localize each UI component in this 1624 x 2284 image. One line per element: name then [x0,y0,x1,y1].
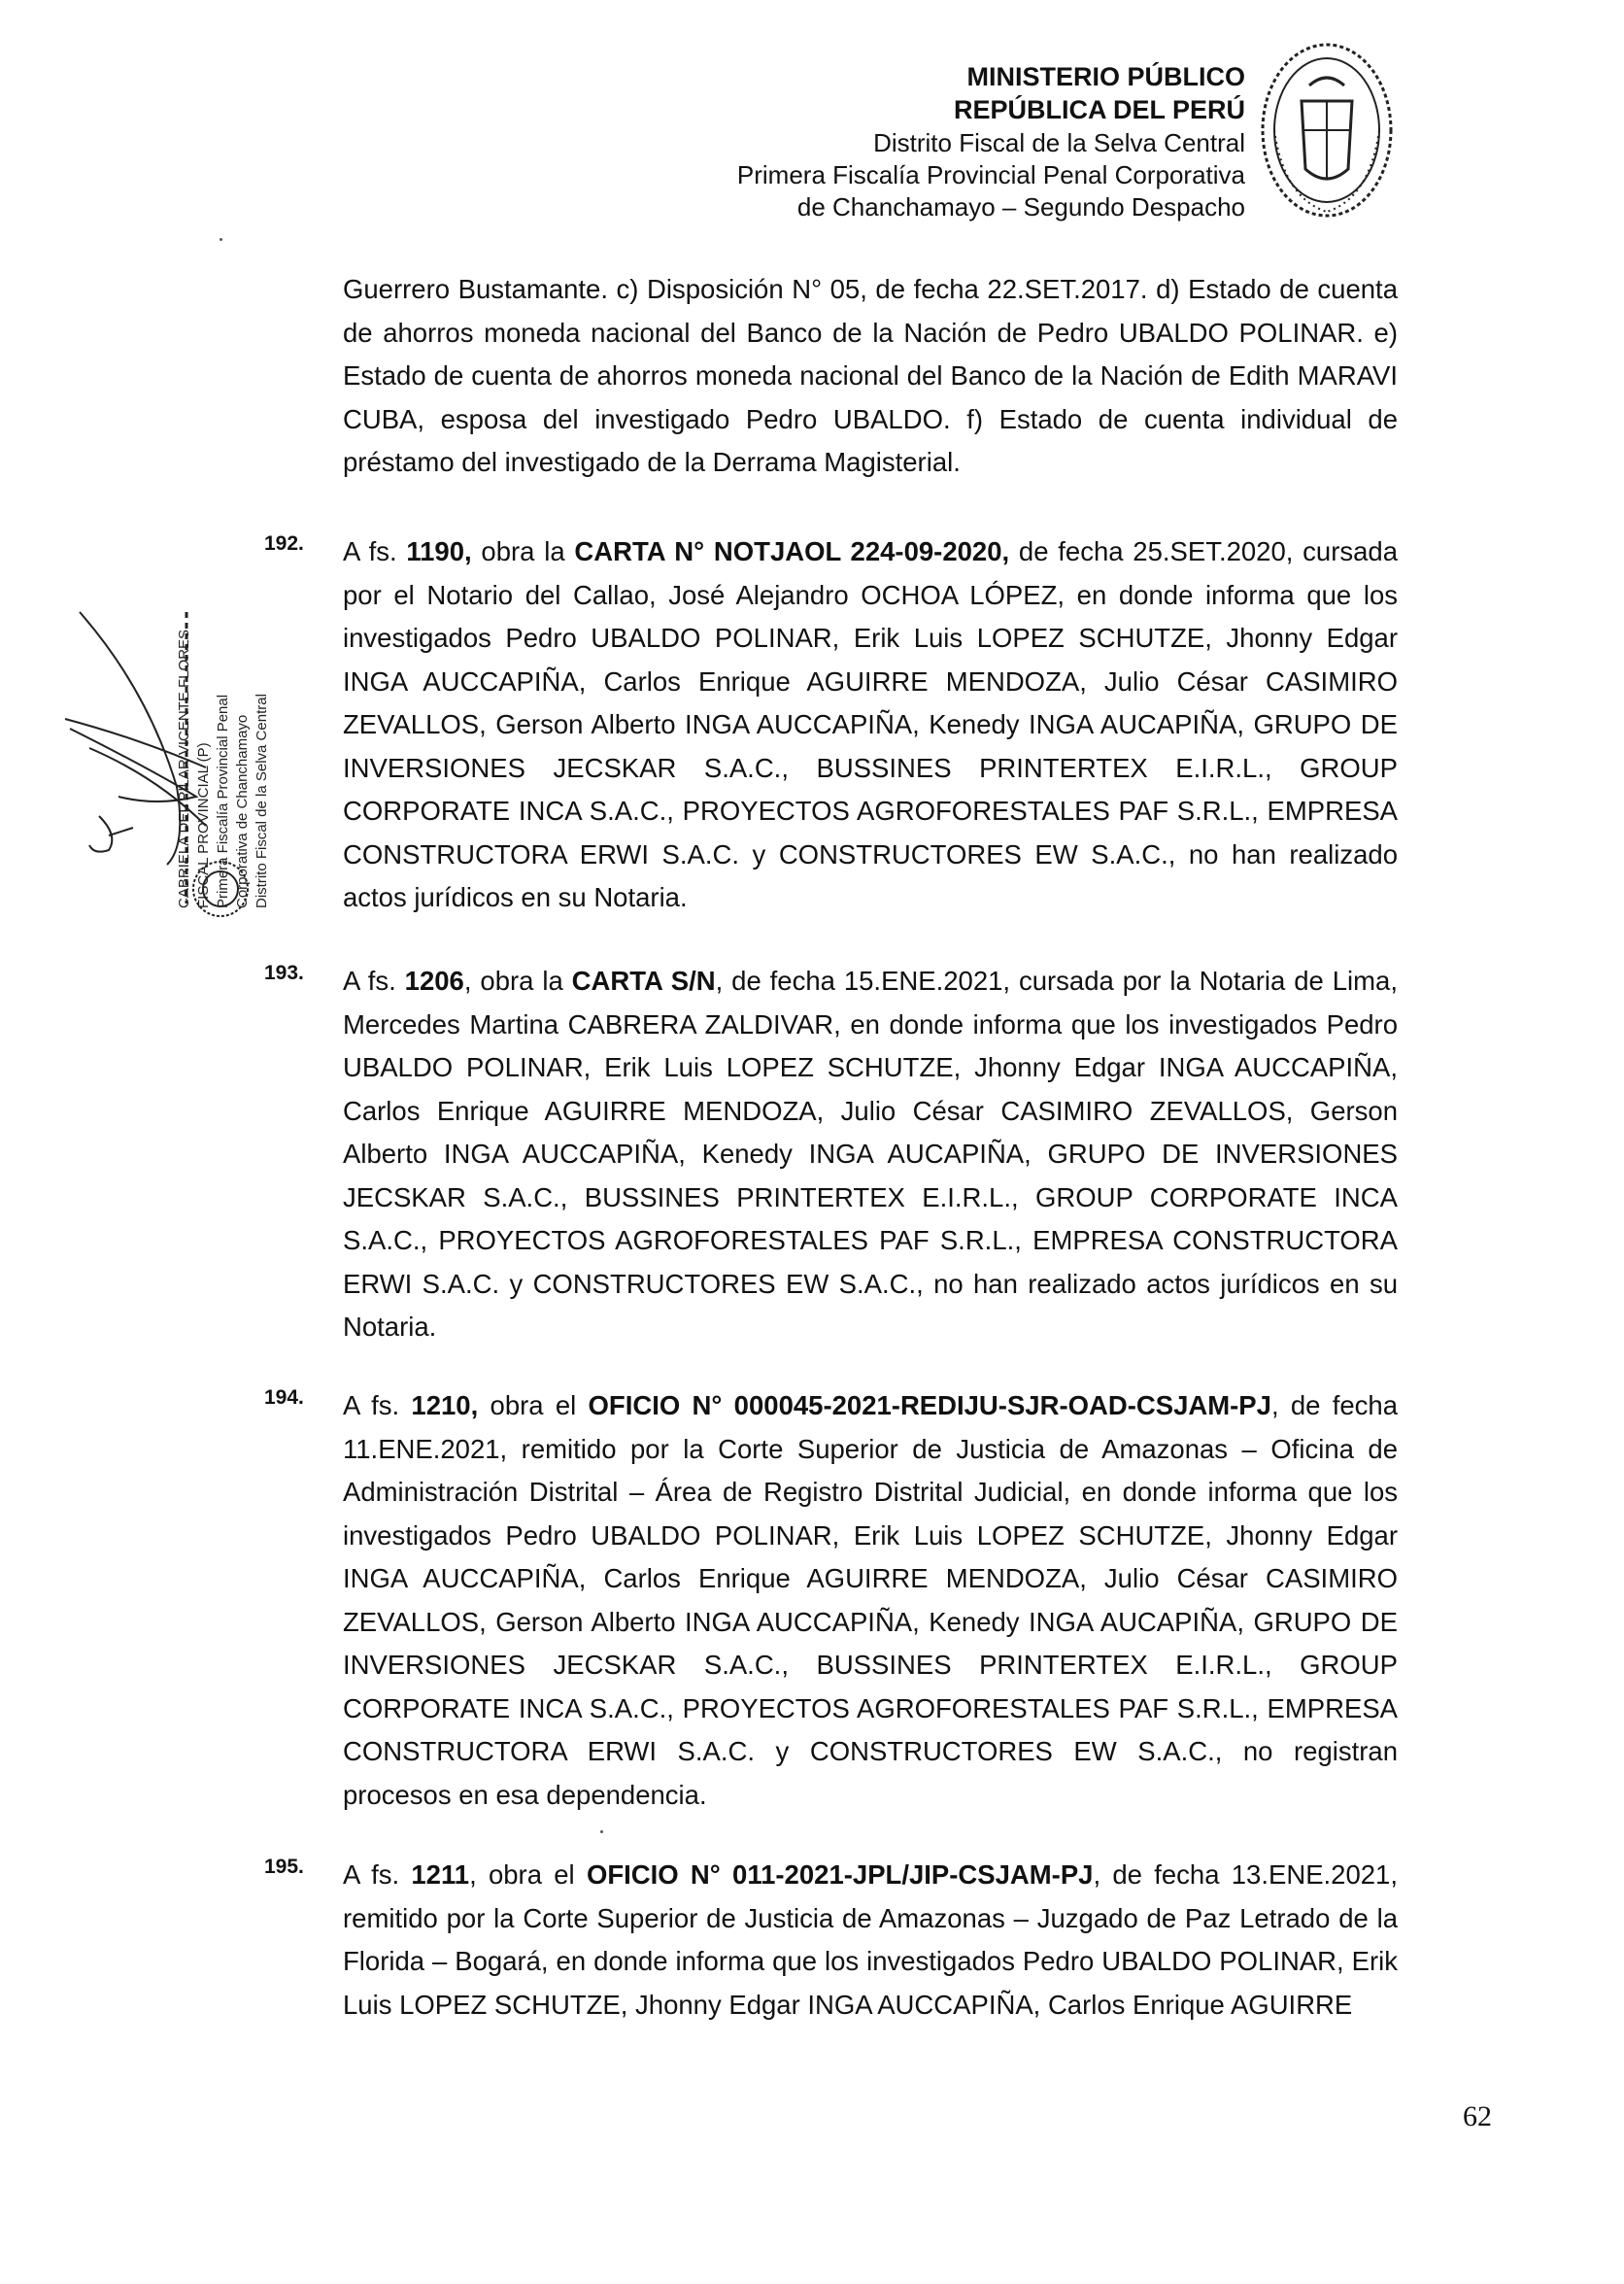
stamp-name: CABRIELA DEL PILAR VICENTE FLORES [176,629,192,908]
header-institution: MINISTERIO PÚBLICO [966,62,1245,91]
header-office-location: de Chanchamayo – Segundo Despacho [796,191,1245,222]
document-reference: CARTA S/N [571,966,716,996]
scan-speck [220,238,222,241]
folio-number: 1210, [411,1390,479,1420]
header-country: REPÚBLICA DEL PERÚ [953,95,1245,125]
paragraph-text: A fs. 1190, obra la CARTA N° NOTJAOL 224-09-2020, de fecha 25.SET.2020, cursada por el Notario del Callao, José Alejandro OCHOA LÓPEZ, en donde informa que los investigados Pedro UBALDO POLINAR, Erik Luis LOPEZ SCHUTZE, Jhonny Edgar INGA AUCCAPIÑA, Carlos Enrique AGUIRRE MENDOZA, Julio César CASIMIRO ZEVALLOS, Gerson Alberto INGA AUCCAPIÑA, Kenedy INGA AUCAPIÑA, GRUPO DE INVERSIONES JECSKAR S.A.C., BUSSINES PRINTERTEX E.I.R.L., GROUP CORPORATE INCA S.A.C., PROYECTOS AGROFORESTALES PAF S.R.L., EMPRESA CONSTRUCTORA ERWI S.A.C. y CONSTRUCTORES EW S.A.C., no han realizado actos jurídicos en su Notaria. [343,536,1398,912]
continued-paragraph: Guerrero Bustamante. c) Disposición N° 05, de fecha 22.SET.2017. d) Estado de cuenta de ahorros moneda nacional del Banco de la Nación de Pedro UBALDO POLINAR. e) Estado de cuenta de ahorros moneda nacional del Banco de la Nación de Edith MARAVI CUBA, esposa del investigado Pedro UBALDO. f) Estado de cuenta individual de préstamo del investigado de la Derrama Magisterial. [343,274,1398,477]
folio-number: 1206 [404,966,464,996]
document-header [643,60,1245,223]
stamp-office-location: Corporativa de Chanchamayo [234,714,251,908]
paragraph-text: A fs. 1206, obra la CARTA S/N, de fecha 15.ENE.2021, cursada por la Notaria de Lima, Mercedes Martina CABRERA ZALDIVAR, en donde informa que los investigados Pedro UBALDO POLINAR, Erik Luis LOPEZ SCHUTZE, Jhonny Edgar INGA AUCCAPIÑA, Carlos Enrique AGUIRRE MENDOZA, Julio César CASIMIRO ZEVALLOS, Gerson Alberto INGA AUCCAPIÑA, Kenedy INGA AUCAPIÑA, GRUPO DE INVERSIONES JECSKAR S.A.C., BUSSINES PRINTERTEX E.I.R.L., GROUP CORPORATE INCA S.A.C., PROYECTOS AGROFORESTALES PAF S.R.L., EMPRESA CONSTRUCTORA ERWI S.A.C. y CONSTRUCTORES EW S.A.C., no han realizado actos jurídicos en su Notaria. [343,966,1398,1342]
stamp-title: FISCAL PROVINCIAL (P) [195,742,212,908]
fiscal-stamp [175,588,272,908]
scan-speck [600,1830,603,1833]
page-number: 62 [1463,2100,1492,2132]
paragraph-number: 194. [264,1386,304,1409]
header-district: Distrito Fiscal de la Selva Central [873,127,1245,157]
document-reference: OFICIO N° 011-2021-JPL/JIP-CSJAM-PJ [586,1859,1094,1890]
stamp-office: Primera Fiscalía Provincial Penal [215,694,231,908]
stamp-district: Distrito Fiscal de la Selva Central [254,694,270,908]
paragraph-text: A fs. 1210, obra el OFICIO N° 000045-2021-REDIJU-SJR-OAD-CSJAM-PJ, de fecha 11.ENE.2021, remitido por la Corte Superior de Justicia de Amazonas – Oficina de Administración Distrital – Área de Registro Distrital Judicial, en donde informa que los investigados Pedro UBALDO POLINAR, Erik Luis LOPEZ SCHUTZE, Jhonny Edgar INGA AUCCAPIÑA, Carlos Enrique AGUIRRE MENDOZA, Julio César CASIMIRO ZEVALLOS, Gerson Alberto INGA AUCCAPIÑA, Kenedy INGA AUCAPIÑA, GRUPO DE INVERSIONES JECSKAR S.A.C., BUSSINES PRINTERTEX E.I.R.L., GROUP CORPORATE INCA S.A.C., PROYECTOS AGROFORESTALES PAF S.R.L., EMPRESA CONSTRUCTORA ERWI S.A.C. y CONSTRUCTORES EW S.A.C., no registran procesos en esa dependencia. [343,1390,1398,1810]
document-reference: OFICIO N° 000045-2021-REDIJU-SJR-OAD-CSJAM-PJ [588,1390,1271,1420]
paragraph-text: A fs. 1211, obra el OFICIO N° 011-2021-JPL/JIP-CSJAM-PJ, de fecha 13.ENE.2021, remitido por la Corte Superior de Justicia de Amazonas – Juzgado de Paz Letrado de la Florida – Bogará, en donde informa que los investigados Pedro UBALDO POLINAR, Erik Luis LOPEZ SCHUTZE, Jhonny Edgar INGA AUCCAPIÑA, Carlos Enrique AGUIRRE [343,1859,1398,2020]
paragraph-number: 195. [264,1856,304,1878]
header-office: Primera Fiscalía Provincial Penal Corporativa [736,159,1245,189]
folio-number: 1211 [411,1859,470,1890]
ministry-seal-logo [1255,33,1399,227]
paragraph-number: 193. [264,962,304,984]
folio-number: 1190, [406,536,472,566]
paragraph-number: 192. [264,532,304,555]
document-reference: CARTA N° NOTJAOL 224-09-2020, [574,536,1010,566]
